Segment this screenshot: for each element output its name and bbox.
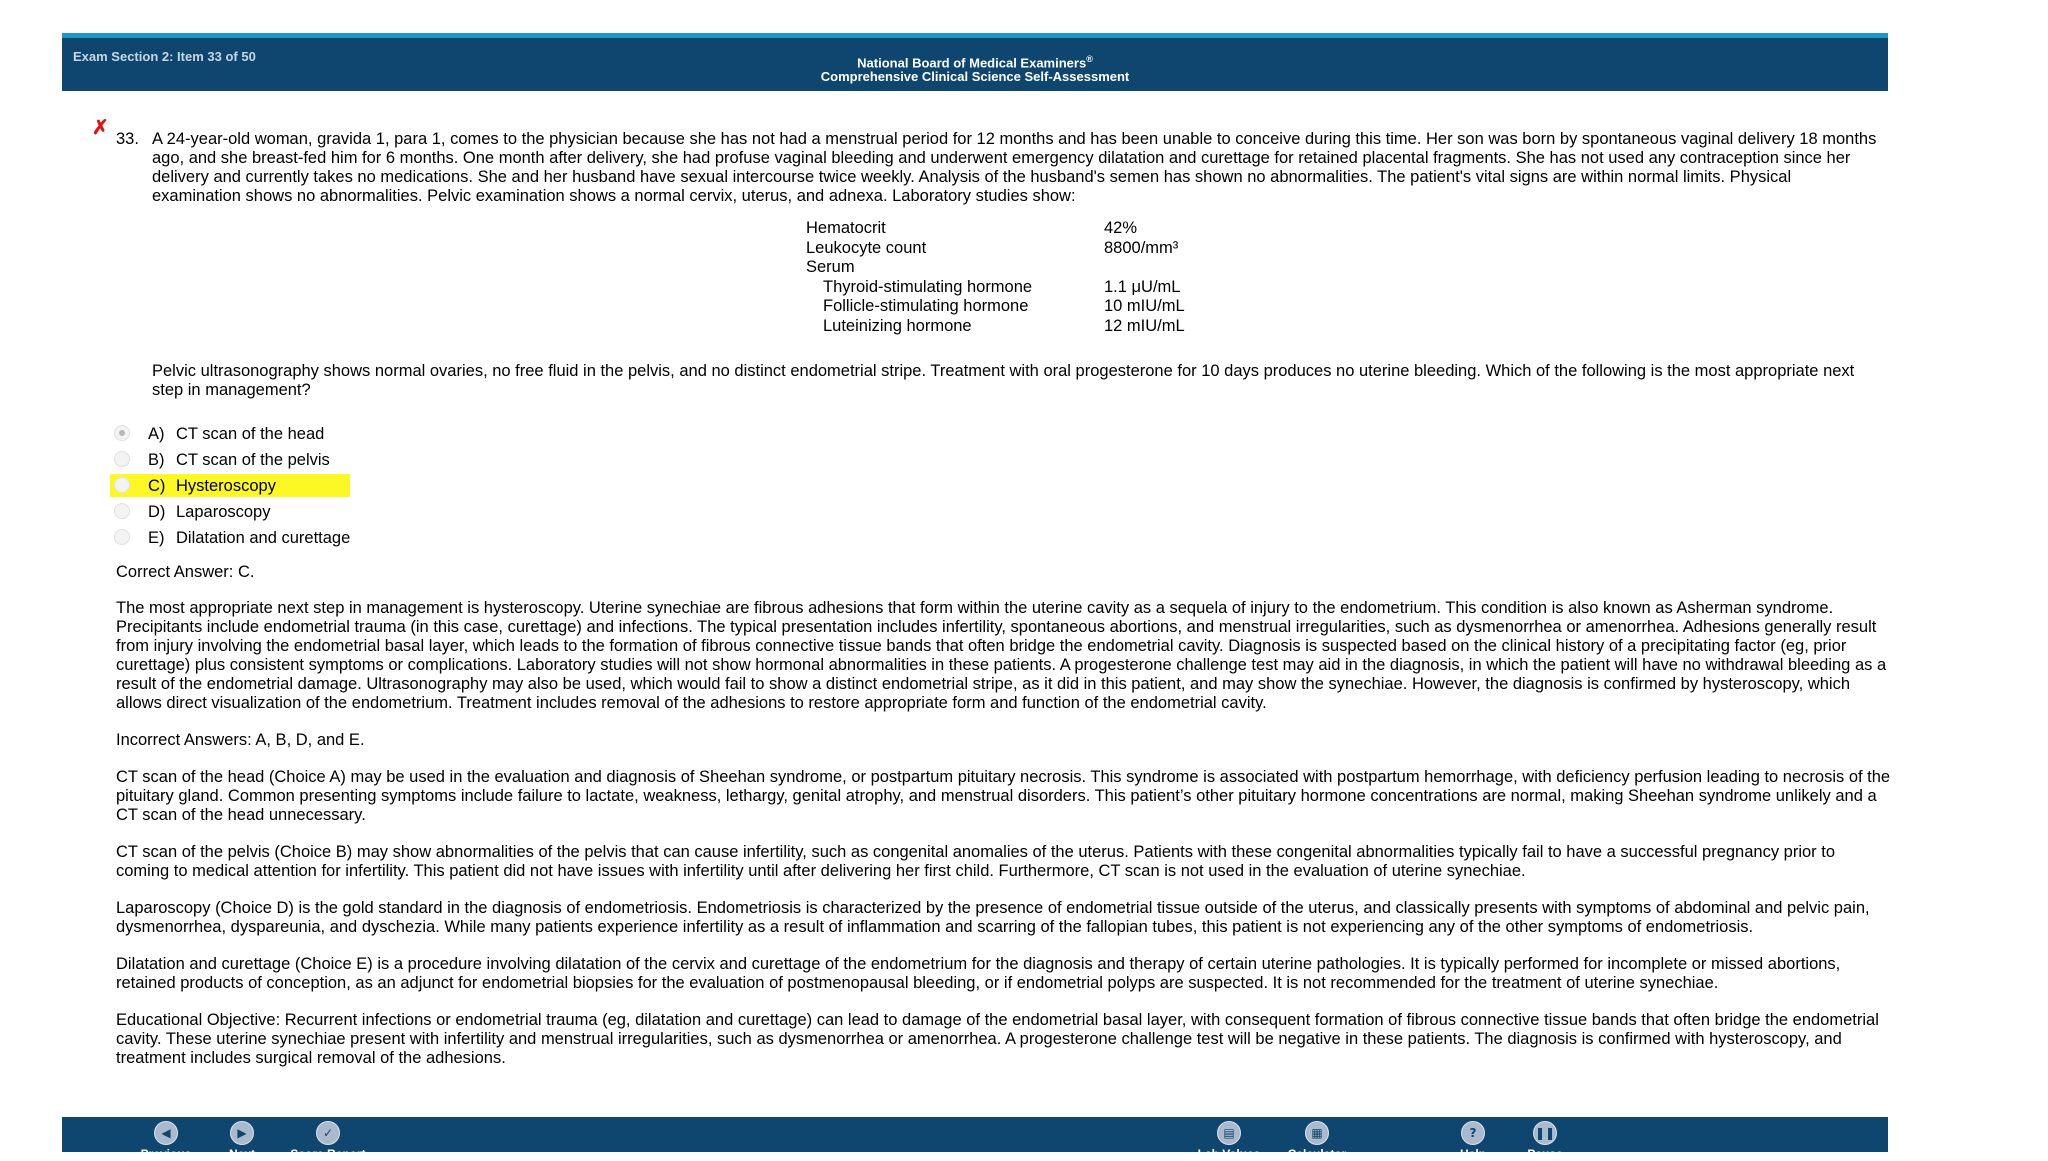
question-number: 33. xyxy=(116,130,139,148)
option-letter: A) xyxy=(148,425,165,443)
score-report-label: Score Report xyxy=(290,1147,366,1161)
radio-button[interactable] xyxy=(114,451,130,467)
exam-title-block xyxy=(62,52,1888,84)
next-button[interactable] xyxy=(197,1117,287,1161)
option-letter: D) xyxy=(148,503,166,521)
option-d[interactable] xyxy=(110,499,530,525)
explanation-paragraph: The most appropriate next step in management is hysteroscopy. Uterine synechiae are fibrous adhesions that form within the uterine cavity as a sequela of injury to the endometrium. This condition is also known as Asherman syndrome. Precipitants include endometrial trauma (in this case, curettage) and infections. The typical presentation includes infertility, spontaneous abortions, and menstrual irregularities, such as dysmenorrhea or amenorrhea. Adhesions generally result from injury involving the endometrial basal layer, which leads to the formation of fibrous connective tissue bands that often bridge the endometrial cavity. Diagnosis is suspected based on the clinical history of a precipitating factor (eg, prior curettage) plus consistent symptoms or complications. Laboratory studies will not show hormonal abnormalities in these patients. A progesterone challenge test may aid in the diagnosis, in which the patient will have no withdrawal bleeding as a result of the endometrial damage. Ultrasonography may also be used, which would fail to show a distinct endometrial stripe, as it did in this patient, and may show the synechiae. However, the diagnosis is confirmed by hysteroscopy, which allows direct visualization of the endometrium. Treatment includes removal of the adhesions to restore appropriate form and function of the endometrial cavity. xyxy=(116,599,1887,712)
explanation xyxy=(116,563,1891,1086)
explanation-paragraph: Dilatation and curettage (Choice E) is a procedure involving dilatation of the cervix and curettage of the endometrium for the diagnosis and therapy of certain uterine pathologies. It is typically performed for incomplete or missed abortions, retained products of conception, as an adjunct for endometrial biopsies for the evaluation of postmenopausal bleeding, or if endometrial polyps are suspected. It is not recommended for the treatment of uterine synechiae. xyxy=(116,955,1841,992)
lab-value: 1.1 μU/mL xyxy=(1104,277,1181,296)
arrow-right-icon: ▶ xyxy=(230,1121,254,1145)
exam-header xyxy=(62,33,1888,91)
lab-value: 12 mIU/mL xyxy=(1104,316,1185,335)
educational-objective: Educational Objective: Recurrent infections or endometrial trauma (eg, dilatation and curettage) can lead to damage of the endometrial basal layer, with consequent formation of fibrous connective tissue bands that often bridge the endometrial cavity. These uterine synechiae present with infertility and menstrual irregularities, such as dysmenorrhea or amenorrhea. A progesterone challenge test will be negative in these patients. The diagnosis is confirmed with hysteroscopy, and treatment includes surgical removal of the adhesions. xyxy=(116,1011,1879,1067)
x-mark-icon[interactable]: ✗ xyxy=(92,117,109,139)
radio-button[interactable] xyxy=(114,529,130,545)
lab-name: Leukocyte count xyxy=(806,238,927,257)
radio-button[interactable] xyxy=(114,425,130,441)
incorrect-answers: Incorrect Answers: A, B, D, and E. xyxy=(116,731,365,749)
exam-title: National Board of Medical Examiners xyxy=(857,55,1087,71)
checkmark-icon: ✓ xyxy=(316,1121,340,1145)
pause-button[interactable] xyxy=(1500,1117,1590,1161)
score-report-button[interactable] xyxy=(283,1117,373,1161)
previous-label: Previous xyxy=(140,1147,192,1161)
option-b[interactable] xyxy=(110,447,530,473)
option-e[interactable] xyxy=(110,525,530,551)
option-text: Laparoscopy xyxy=(176,503,271,521)
lab-name: Thyroid-stimulating hormone xyxy=(823,277,1033,296)
option-text: CT scan of the pelvis xyxy=(176,451,330,469)
calculator-icon: ▦ xyxy=(1305,1121,1329,1145)
lab-name: Follicle-stimulating hormone xyxy=(823,297,1029,315)
lab-value: 42% xyxy=(1104,219,1138,237)
explanation-paragraph: CT scan of the head (Choice A) may be used in the evaluation and diagnosis of Sheehan syndrome, or postpartum pituitary necrosis. This syndrome is associated with postpartum hemorrhage, with deficiency perfusion leading to necrosis of the pituitary gland. Common presenting symptoms include failure to lactate, weakness, lethargy, genital atrophy, and menstrual disorders. This patient’s other pituitary hormone concentrations are normal, making Sheehan syndrome unlikely and a CT scan of the head unnecessary. xyxy=(116,768,1891,824)
arrow-left-icon: ◀ xyxy=(154,1121,178,1145)
explanation-paragraph: Laparoscopy (Choice D) is the gold standard in the diagnosis of endometriosis. Endometriosis is characterized by the presence of endometrial tissue outside of the uterus, and classically presents with symptoms of abdominal and pelvic pain, dysmenorrhea, dyspareunia, and dyschezia. While many patients experience infertility as a result of inflammation and scarring of the fallopian tubes, this patient is not experiencing any of the other symptoms of endometriosis. xyxy=(116,899,1870,936)
option-text: CT scan of the head xyxy=(176,425,325,443)
option-a[interactable] xyxy=(110,421,530,447)
exam-toolbar xyxy=(62,1117,1888,1161)
calculator-label: Calculator xyxy=(1287,1147,1347,1161)
lab-values-button[interactable] xyxy=(1184,1117,1274,1161)
pause-icon: ❚❚ xyxy=(1533,1121,1557,1145)
correct-answer: Correct Answer: C. xyxy=(116,563,255,581)
help-icon: ? xyxy=(1461,1121,1485,1145)
lab-name: Serum xyxy=(806,258,855,276)
radio-button[interactable] xyxy=(114,503,130,519)
pause-label: Pause xyxy=(1527,1147,1563,1161)
option-letter: C) xyxy=(148,477,166,495)
registered-mark: ® xyxy=(1086,54,1093,64)
lab-name: Luteinizing hormone xyxy=(823,316,972,335)
question-prompt: Pelvic ultrasonography shows normal ovaries, no free fluid in the pelvis, and no distinct endometrial stripe. Treatment with oral progesterone for 10 days produces no uterine bleeding. Which of the following is the most appropriate next step in management? xyxy=(152,362,1855,399)
option-c[interactable] xyxy=(110,473,530,499)
exam-subtitle: Comprehensive Clinical Science Self-Assessment xyxy=(820,69,1130,85)
answer-options xyxy=(110,421,530,551)
lab-value: 8800/mm³ xyxy=(1104,238,1179,257)
explanation-paragraph: CT scan of the pelvis (Choice B) may show abnormalities of the pelvis that can cause infertility, such as congenital anomalies of the uterus. Patients with these congenital abnormalities typically fail to have a successful pregnancy prior to coming to medical attention for infertility. This patient did not have issues with infertility until after delivering her first child. Furthermore, CT scan is not used in the evaluation of uterine synechiae. xyxy=(116,843,1836,880)
radio-button[interactable] xyxy=(114,477,130,493)
lab-value: 10 mIU/mL xyxy=(1104,297,1185,315)
lab-name: Hematocrit xyxy=(806,219,886,237)
exam-section-label: Exam Section 2: Item 33 of 50 xyxy=(73,49,256,64)
lab-values-icon: ▤ xyxy=(1217,1121,1241,1145)
help-label: Help xyxy=(1459,1147,1486,1161)
lab-values-label: Lab Values xyxy=(1197,1147,1261,1161)
option-letter: E) xyxy=(148,529,165,547)
option-letter: B) xyxy=(148,451,165,469)
option-text: Dilatation and curettage xyxy=(176,529,351,547)
calculator-button[interactable] xyxy=(1272,1117,1362,1161)
question-stem: A 24-year-old woman, gravida 1, para 1, comes to the physician because she has not had a menstrual period for 12 months and has been unable to conceive during this time. Her son was born by spontaneous vaginal delivery 18 months ago, and she breast-fed him for 6 months. One month after delivery, she had profuse vaginal bleeding and underwent emergency dilatation and curettage for retained placental fragments. She has not used any contraception since her delivery and currently takes no medications. She and her husband have sexual intercourse twice weekly. Analysis of the husband's semen has shown no abnormalities. The patient's vital signs are within normal limits. Physical examination shows no abnormalities. Pelvic examination shows a normal cervix, uterus, and adnexa. Laboratory studies show: xyxy=(152,130,1877,205)
next-label: Next xyxy=(228,1147,255,1161)
option-text: Hysteroscopy xyxy=(176,477,276,495)
